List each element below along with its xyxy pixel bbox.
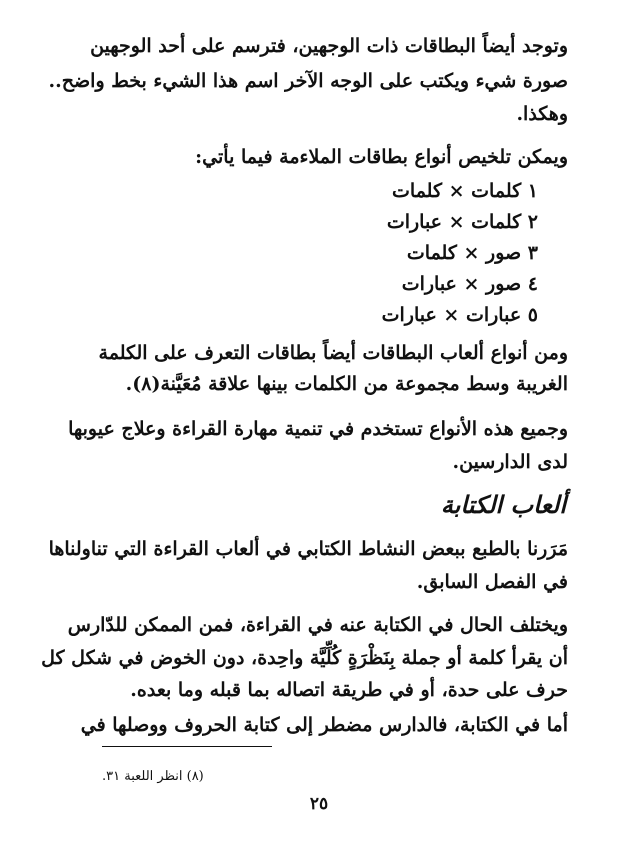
page-number: ٢٥	[309, 794, 329, 814]
list-item-3: ٣ صور × كلمات	[406, 242, 538, 264]
body-line-1: وتوجد أيضاً البطاقات ذات الوجهين، فترسم على أحد الوجهين	[90, 35, 568, 57]
list-item-2: ٢ كلمات × عبارات	[386, 211, 538, 233]
section-line-2: في الفصل السابق.	[416, 571, 568, 593]
para2-line-2: الغريبة وسط مجموعة من الكلمات بينها علاقة مُعَيَّنة(٨).	[125, 373, 568, 395]
body-line-4: ويمكن تلخيص أنواع بطاقات الملاءمة فيما يأتي:	[195, 146, 568, 168]
list-item-5: ٥ عبارات × عبارات	[381, 304, 538, 326]
para2-line-1: ومن أنواع ألعاب البطاقات أيضاً بطاقات التعرف على الكلمة	[98, 342, 568, 364]
footnote-separator	[102, 746, 272, 747]
section-line-4: أن يقرأ كلمة أو جملة بِنَظْرَةٍ كُلِّيَّة واحِدة، دون الخوض في شكل كل	[41, 647, 568, 669]
para3-line-2: لدى الدارسين.	[452, 451, 568, 473]
section-line-6: أما في الكتابة، فالدارس مضطر إلى كتابة الحروف ووصلها في	[80, 714, 568, 736]
body-line-3: وهكذا.	[516, 103, 568, 125]
list-item-1: ١ كلمات × كلمات	[392, 180, 538, 202]
para3-line-1: وجميع هذه الأنواع تستخدم في تنمية مهارة القراءة وعلاج عيوبها	[68, 418, 568, 440]
list-item-4: ٤ صور × عبارات	[401, 273, 538, 295]
section-line-5: حرف على حدة، أو في طريقة اتصاله بما قبله وما بعده.	[130, 679, 568, 701]
section-line-3: ويختلف الحال في الكتابة عنه في القراءة، فمن الممكن للدّارس	[67, 614, 568, 636]
body-line-2: صورة شيء ويكتب على الوجه الآخر اسم هذا الشيء بخط واضح..	[48, 70, 568, 92]
section-heading: ألعاب الكتابة	[440, 490, 566, 519]
section-line-1: مَرَرنا بالطبع ببعض النشاط الكتابي في ألعاب القراءة التي تناولناها	[48, 538, 568, 560]
footnote: (٨) انظر اللعبة ٣١.	[102, 769, 204, 784]
